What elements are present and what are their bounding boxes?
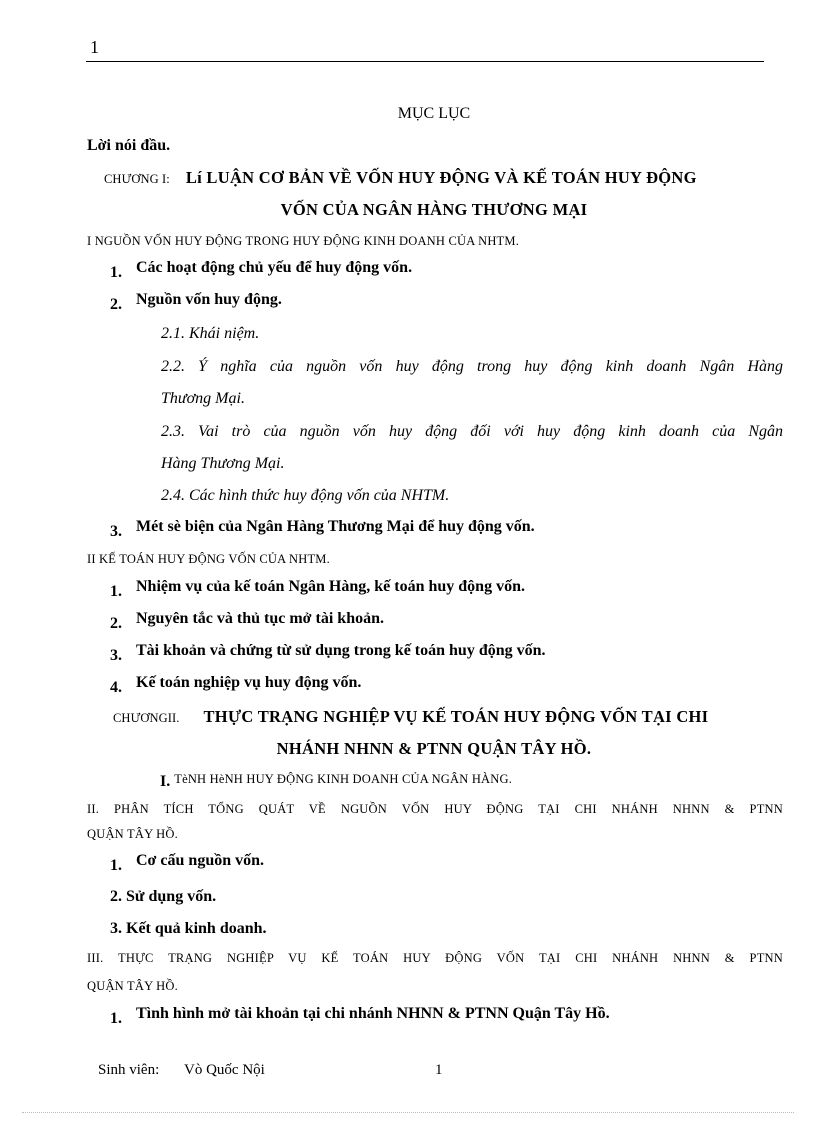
chapter2-title-line2: NHÁNH NHNN & PTNN QUẬN TÂY HỒ. [276,739,592,758]
ch2-section1-title: I. TèNH HèNH HUY ĐỘNG KINH DOANH CỦA NGÂN HÀNG. [160,772,513,790]
toc-item: 1. Nhiệm vụ của kế toán Ngân Hàng, kế toán huy động vốn. [110,578,525,600]
toc-item: 1. Cơ cấu nguồn vốn. [110,852,265,874]
toc-item: 3. Tài khoản và chứng từ sử dụng trong kế toán huy động vốn. [110,642,546,664]
toc-item: 1. Tình hình mở tài khoản tại chi nhánh NHNN & PTNN Quận Tây Hồ. [110,1005,610,1027]
intro-entry: Lời nói đầu. [87,137,171,154]
ch2-section2-title: II. PHÂN TÍCH TỔNG QUÁT VỀ NGUỒN VỐN HUY ĐỘNG TẠI CHI NHÁNH NHNN & PTNN [87,802,783,816]
header-page-number: 1 [90,37,99,57]
chapter2-heading [113,709,708,726]
toc-subitem: 2.3. Vai trò của nguồn vốn huy động đối với huy động kinh doanh của Ngân [161,423,783,440]
footer-student-name: Vò Quốc Nội [184,1062,265,1078]
footer-student-label: Sinh viên: [98,1062,160,1078]
ch1-section1-title: I NGUỒN VỐN HUY ĐỘNG TRONG HUY ĐỘNG KINH DOANH CỦA NHTM. [87,234,520,248]
toc-title: MỤC LỤC [397,105,471,122]
chapter1-title-line2: VỐN CỦA NGÂN HÀNG THƯƠNG MẠI [280,200,588,219]
chapter2-label: CHƯƠNGII. [113,711,180,725]
ch2-section2-title-cont: QUẬN TÂY HỒ. [87,827,178,841]
footer-page-number: 1 [435,1062,443,1078]
toc-item: 3. Mét sè biện của Ngân Hàng Thương Mại để huy động vốn. [110,518,535,540]
toc-subitem: 2.4. Các hình thức huy động vốn của NHTM. [161,487,450,504]
ch1-section2-title: II KẾ TOÁN HUY ĐỘNG VỐN CỦA NHTM. [87,552,330,566]
header-rule [86,61,764,62]
toc-item: 2. Sử dụng vốn. [110,888,217,905]
chapter1-heading [104,170,697,187]
toc-item: 2. Nguyên tắc và thủ tục mở tài khoản. [110,610,384,632]
ch2-section3-title-cont: QUẬN TÂY HỒ. [87,979,178,993]
toc-subitem-cont: Thương Mại. [161,390,245,407]
toc-item: 3. Kết quả kinh doanh. [110,920,267,937]
page-bottom-border [22,1112,794,1113]
toc-item: 2. Nguồn vốn huy động. [110,291,282,313]
ch2-section3-title: III. THỰC TRẠNG NGHIỆP VỤ KẾ TOÁN HUY ĐỘNG VỐN TẠI CHI NHÁNH NHNN & PTNN [87,951,783,965]
toc-item: 4. Kế toán nghiệp vụ huy động vốn. [110,674,362,696]
toc-subitem: 2.1. Khái niệm. [161,325,260,342]
chapter2-title-line1: THỰC TRẠNG NGHIỆP VỤ KẾ TOÁN HUY ĐỘNG VỐN TẠI CHI [203,707,709,726]
chapter1-label: CHƯƠNG I: [104,172,170,186]
toc-item: 1. Các hoạt động chủ yếu để huy động vốn. [110,259,413,281]
chapter1-title-line1: Lí LUẬN CƠ BẢN VỀ VỐN HUY ĐỘNG VÀ KẾ TOÁN HUY ĐỘNG [185,168,697,187]
toc-subitem-cont: Hàng Thương Mại. [161,455,285,472]
toc-subitem: 2.2. Ý nghĩa của nguồn vốn huy động trong huy động kinh doanh Ngân Hàng [161,358,783,375]
